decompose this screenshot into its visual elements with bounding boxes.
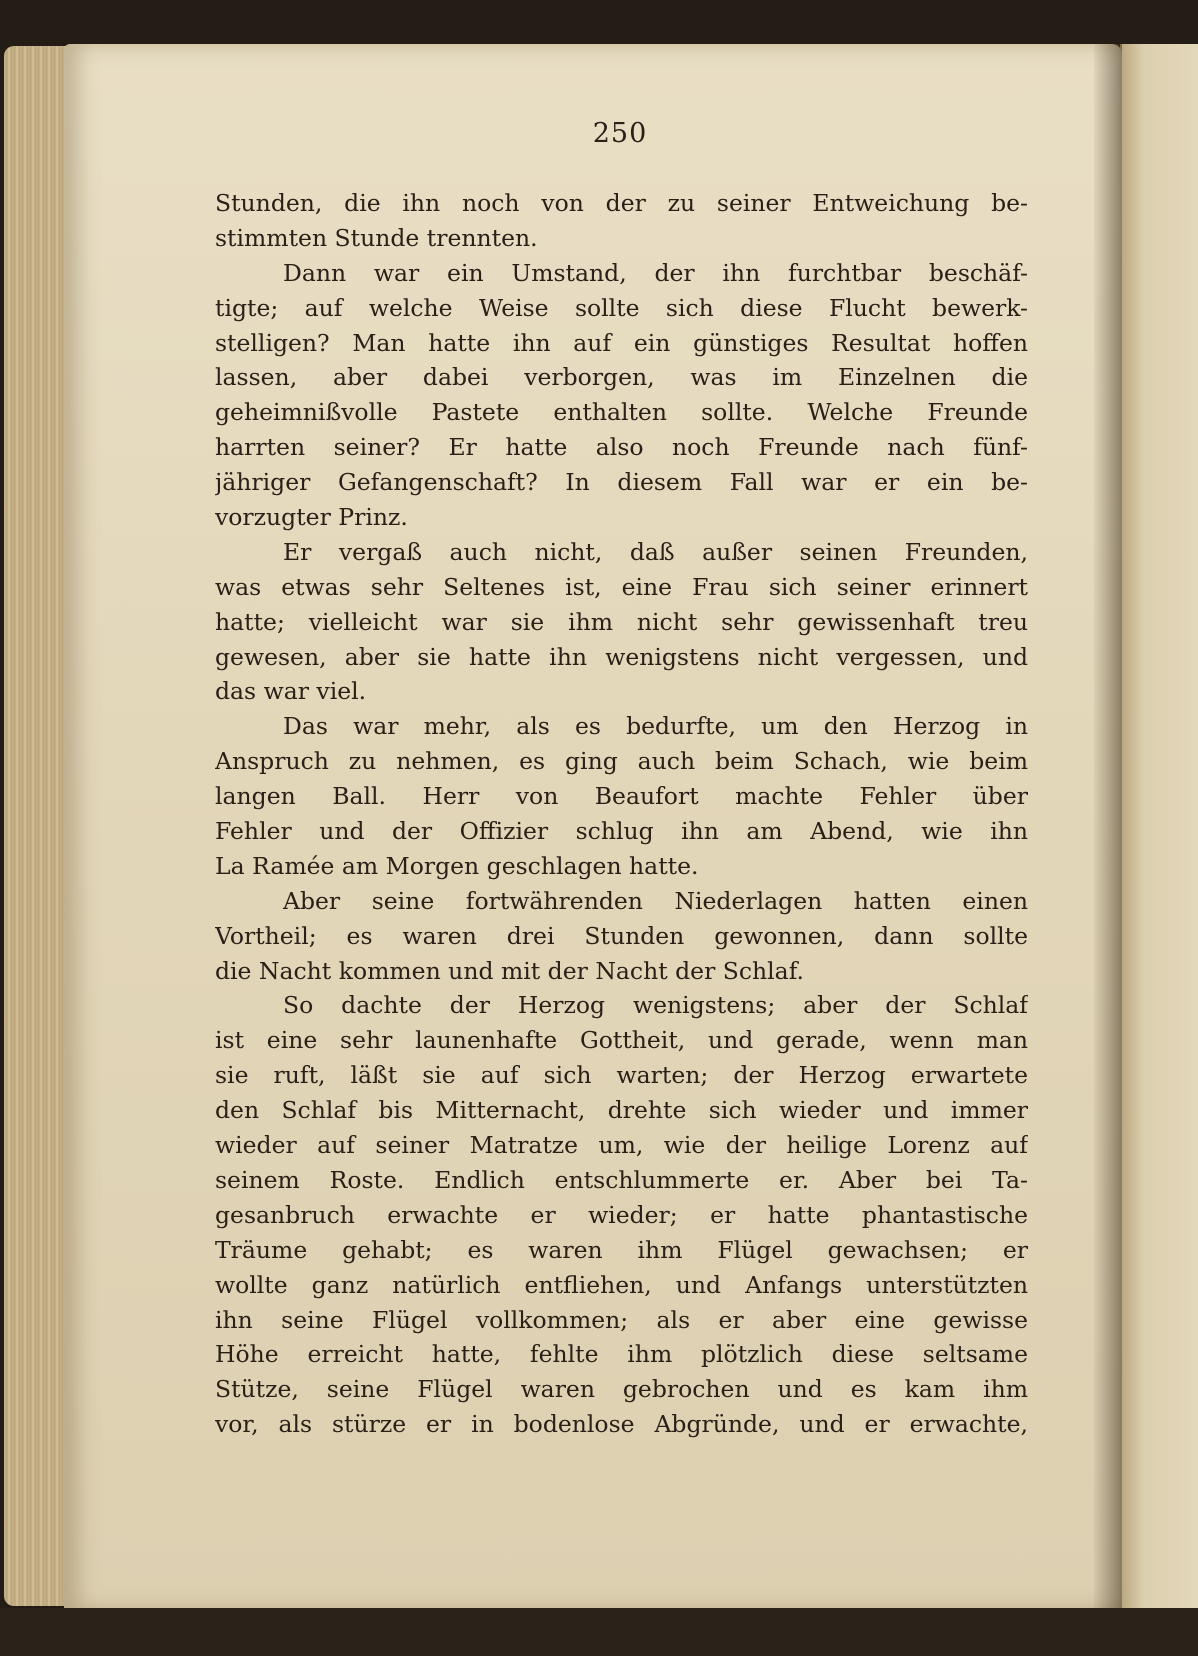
page-text — [215, 186, 1028, 1442]
text-line: seinem Roste. Endlich entschlummerte er. Aber bei Ta- — [215, 1165, 1028, 1194]
text-line: ist eine sehr launenhafte Gottheit, und gerade, wenn man — [215, 1026, 1028, 1055]
text-line: die Nacht kommen und mit der Nacht der Schlaf. — [215, 956, 805, 985]
text-line: stelligen? Man hatte ihn auf ein günstiges Resultat hoffen — [215, 328, 1028, 357]
text-line: Stütze, seine Flügel waren gebrochen und es kam ihm — [215, 1375, 1028, 1404]
text-line: sie ruft, läßt sie auf sich warten; der Herzog erwartete — [215, 1061, 1028, 1090]
scan-background-strip — [0, 1608, 1198, 1656]
text-line: geheimnißvolle Pastete enthalten sollte. Welche Freunde — [215, 398, 1028, 427]
text-line: vor, als stürze er in bodenlose Abgründe, und er erwachte, — [215, 1410, 1028, 1439]
text-line: Das war mehr, als es bedurfte, um den Herzog in — [283, 712, 1028, 741]
text-line: wieder auf seiner Matratze um, wie der heilige Lorenz auf — [215, 1131, 1028, 1160]
text-line: Höhe erreicht hatte, fehlte ihm plötzlich diese seltsame — [215, 1340, 1028, 1369]
text-line: tigte; auf welche Weise sollte sich diese Flucht bewerk- — [215, 293, 1028, 322]
text-line: Aber seine fortwährenden Niederlagen hatten einen — [283, 886, 1028, 915]
page-gutter-shadow — [1094, 44, 1122, 1610]
text-line: den Schlaf bis Mitternacht, drehte sich wieder und immer — [215, 1096, 1028, 1125]
text-line: ihn seine Flügel vollkommen; als er aber eine gewisse — [215, 1305, 1028, 1334]
text-line: stimmten Stunde trennten. — [215, 223, 538, 252]
text-line: La Ramée am Morgen geschlagen hatte. — [215, 851, 699, 880]
text-line: wollte ganz natürlich entfliehen, und Anfangs unterstützten — [215, 1270, 1028, 1299]
text-line: langen Ball. Herr von Beaufort machte Fehler über — [215, 782, 1028, 811]
text-line: Träume gehabt; es waren ihm Flügel gewachsen; er — [215, 1235, 1028, 1264]
text-line: So dachte der Herzog wenigstens; aber der Schlaf — [283, 991, 1028, 1020]
text-line: Stunden, die ihn noch von der zu seiner Entweichung be- — [215, 189, 1028, 217]
text-line: was etwas sehr Seltenes ist, eine Frau sich seiner erinnert — [215, 572, 1028, 601]
page-number: 250 — [592, 118, 648, 149]
text-line: vorzugter Prinz. — [215, 503, 408, 532]
text-line: das war viel. — [215, 677, 367, 706]
text-line: harrten seiner? Er hatte also noch Freunde nach fünf- — [215, 433, 1028, 462]
text-line: gewesen, aber sie hatte ihn wenigstens nicht vergessen, und — [215, 642, 1028, 671]
text-line: Vortheil; es waren drei Stunden gewonnen, dann sollte — [215, 921, 1028, 950]
text-line: Dann war ein Umstand, der ihn furchtbar beschäf- — [283, 258, 1028, 287]
text-line: lassen, aber dabei verborgen, was im Einzelnen die — [215, 363, 1028, 392]
text-line: hatte; vielleicht war sie ihm nicht sehr gewissenhaft treu — [215, 607, 1028, 636]
text-line: jähriger Gefangenschaft? In diesem Fall war er ein be- — [215, 468, 1028, 497]
text-line: Fehler und der Offizier schlug ihn am Abend, wie ihn — [215, 817, 1028, 846]
facing-page-edge — [1120, 44, 1198, 1610]
text-line: gesanbruch erwachte er wieder; er hatte phantastische — [215, 1200, 1028, 1229]
text-line: Anspruch zu nehmen, es ging auch beim Schach, wie beim — [215, 747, 1028, 776]
text-line: Er vergaß auch nicht, daß außer seinen Freunden, — [283, 537, 1028, 566]
